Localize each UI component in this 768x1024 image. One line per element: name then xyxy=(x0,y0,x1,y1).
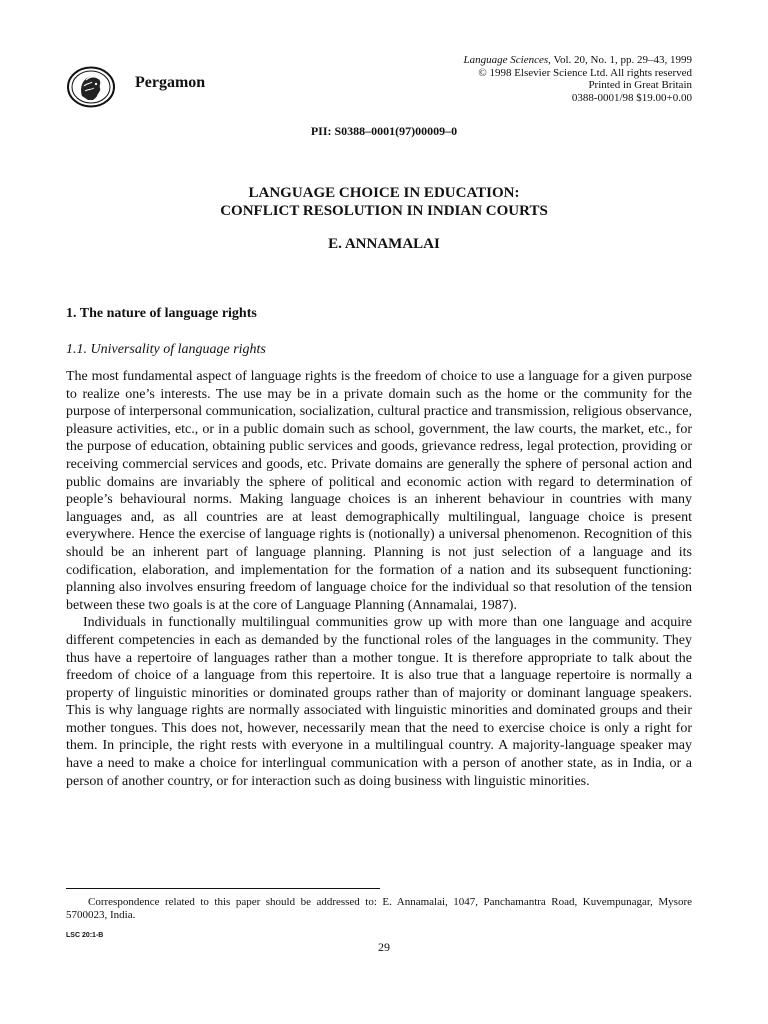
section-heading: 1. The nature of language rights xyxy=(66,306,257,321)
article-title-line-1: LANGUAGE CHOICE IN EDUCATION: xyxy=(248,185,520,201)
journal-citation xyxy=(362,54,692,104)
print-code: LSC 20:1-B xyxy=(66,932,104,939)
journal-volume-info: , Vol. 20, No. 1, pp. 29–43, 1999 xyxy=(548,54,692,66)
pii-identifier: PII: S0388–0001(97)00009–0 xyxy=(310,124,458,138)
journal-line-printed: Printed in Great Britain xyxy=(588,79,692,91)
footnote-divider xyxy=(66,888,380,889)
paragraph-1: The most fundamental aspect of language rights is the freedom of choice to use a language for a given purpose to realize one’s interests. The use may be in a private domain such as the home or the community for the purpose of interpersonal communication, socialization, cultural practice and transmission, religious observance, pleasure activities, etc., or in a public domain such as school, government, the law courts, the market, etc., for the purpose of education, obtaining public services and goods, grievance redress, legal protection, providing or receiving commercial services and goods, etc. Private domains are generally the sphere of personal action and public domains are invariably the sphere of political and economic action with regard to determination of people’s behavioural norms. Making language choices is an inherent behaviour in countries with many languages and, as all countries are at least demographically multilingual, language choice is present everywhere. Hence the exercise of language rights is (notionally) a universal phenomenon. Recognition of this should be an inherent part of language planning. Planning is not just selection of a language and its codification, elaboration, and implementation for the formation of a nation and its subsequent functioning: planning also involves ensuring freedom of language choice for the individual so that resolution of the tension between these two goals is at the core of Language Planning (Annamalai, 1987). xyxy=(66,369,692,613)
journal-line-copyright: © 1998 Elsevier Science Ltd. All rights reserved xyxy=(478,66,692,79)
article-title xyxy=(0,184,768,220)
paragraph-2: Individuals in functionally multilingual communities grow up with more than one language and acquire different competencies in each as demanded by the functional roles of the languages in the community. They thus have a repertoire of languages rather than a mother tongue. It is therefore appropriate to talk about the freedom of choice of a language from this repertoire. It is also true that a language repertoire is normally a property of linguistic minorities or dominated groups rather than of majority or dominant language speakers. This is why language rights are normally associated with linguistic minorities and dominated groups and their mother tongues. This does not, however, necessarily mean that the need to exercise choice is only a right for them. In principle, the right rests with everyone in a multilingual country. A majority-language speaker may have a need to make a choice for interlingual communication with a person of another state, as in India, or a person of another country, or for interaction such as doing business with linguistic minorities. xyxy=(66,615,692,789)
subsection-heading: 1.1. Universality of language rights xyxy=(66,342,266,357)
article-author: E. ANNAMALAI xyxy=(328,236,440,252)
footnote-correspondence: Correspondence related to this paper should be addressed to: E. Annamalai, 1047, Panchamantra Road, Kuvempunagar, Mysore 5700023, India. xyxy=(66,896,692,921)
body-text xyxy=(66,368,692,790)
article-title-line-2: CONFLICT RESOLUTION IN INDIAN COURTS xyxy=(220,203,548,219)
journal-line-citation xyxy=(362,54,692,67)
journal-line-price: 0388-0001/98 $19.00+0.00 xyxy=(571,91,692,104)
pergamon-logo-icon xyxy=(66,66,116,108)
journal-name: Language Sciences xyxy=(463,54,549,66)
page-number: 29 xyxy=(378,940,390,954)
publisher-name: Pergamon xyxy=(135,74,206,91)
